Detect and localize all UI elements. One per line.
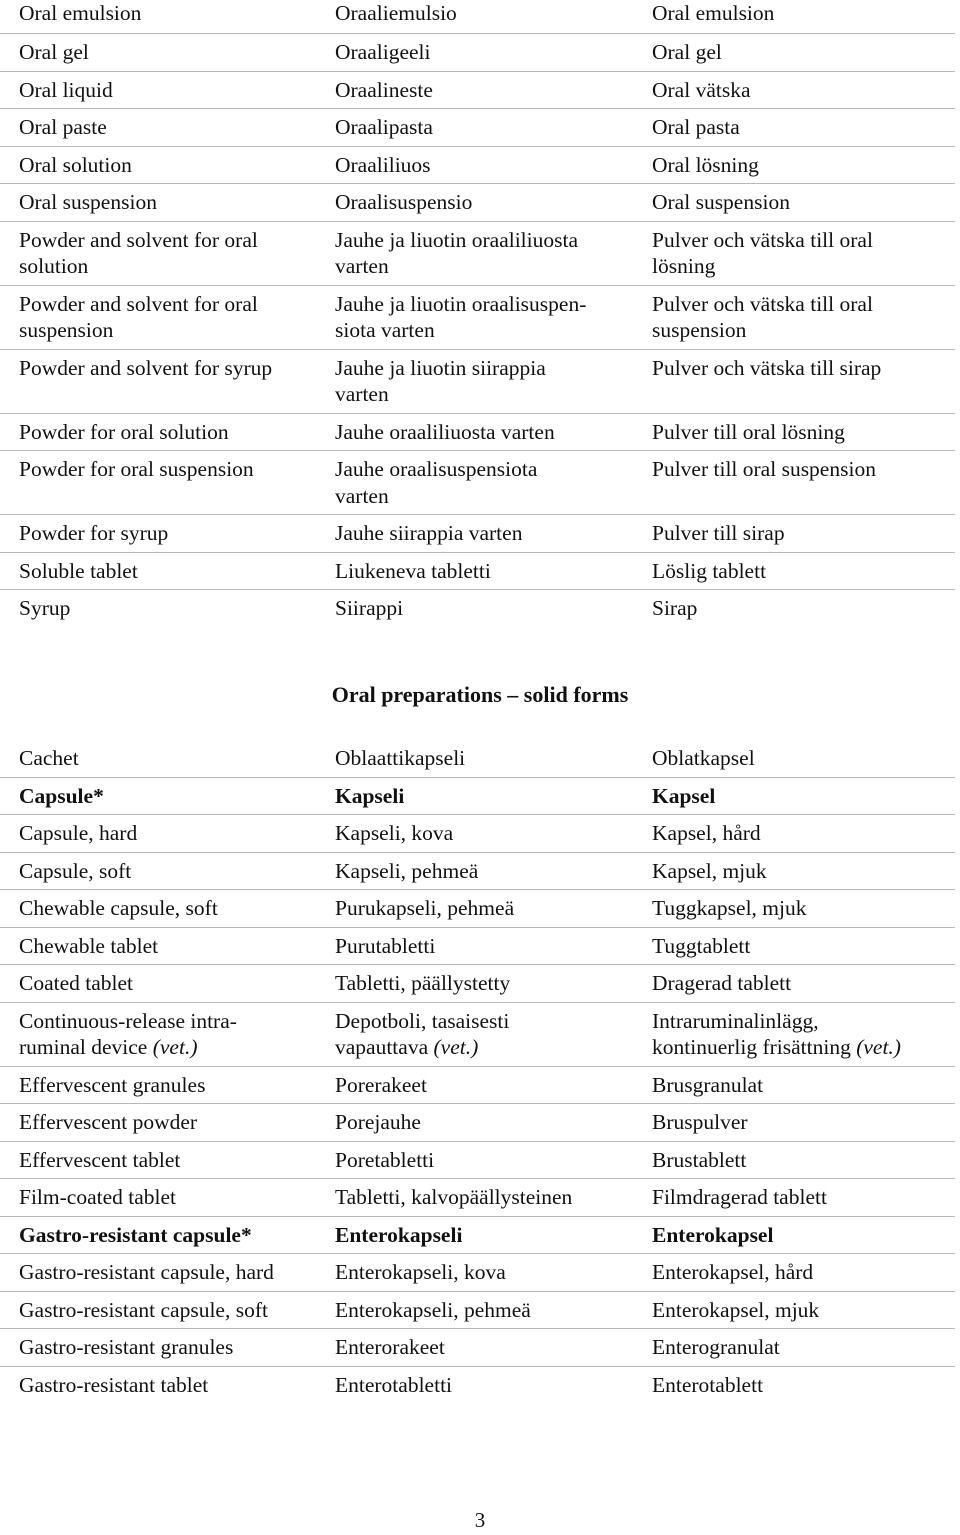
term-english bbox=[0, 147, 335, 184]
term-swedish bbox=[652, 1142, 955, 1179]
term-finnish bbox=[335, 147, 652, 184]
term-swedish bbox=[652, 1254, 955, 1291]
table-row bbox=[0, 1179, 955, 1217]
term-swedish bbox=[652, 815, 955, 852]
term-finnish bbox=[335, 890, 652, 927]
term-finnish bbox=[335, 740, 652, 777]
page-number: 3 bbox=[474, 1508, 486, 1532]
term-swedish bbox=[652, 1292, 955, 1329]
veterinary-suffix: (vet.) bbox=[433, 1035, 479, 1059]
term-swedish bbox=[652, 778, 955, 815]
term-english-text: Film-coated tablet bbox=[19, 1185, 177, 1209]
table-row bbox=[0, 0, 955, 34]
term-finnish bbox=[335, 222, 652, 285]
term-swedish bbox=[652, 1104, 955, 1141]
term-english-text: Powder for oral solution bbox=[19, 419, 229, 444]
term-english-text: Gastro-resistant capsule, soft bbox=[19, 1297, 268, 1322]
term-finnish bbox=[335, 109, 652, 146]
term-finnish bbox=[335, 965, 652, 1002]
term-swedish-text: Bruspulver bbox=[652, 1110, 748, 1134]
term-english-text: Oral paste bbox=[19, 115, 107, 139]
table-row bbox=[0, 147, 955, 185]
term-english-text: Capsule, hard bbox=[19, 821, 138, 845]
table-row bbox=[0, 740, 955, 778]
term-english bbox=[0, 0, 335, 33]
term-finnish bbox=[335, 1142, 652, 1179]
term-finnish bbox=[335, 590, 652, 627]
term-finnish-text: Oraalipasta bbox=[335, 115, 433, 139]
term-finnish-text: Oraaliemulsio bbox=[335, 1, 457, 25]
term-swedish bbox=[652, 553, 955, 590]
table-row bbox=[0, 928, 955, 966]
term-finnish-text: Oraalineste bbox=[335, 77, 433, 102]
term-english-text: Capsule* bbox=[19, 783, 104, 808]
term-english bbox=[0, 72, 335, 109]
table-row bbox=[0, 184, 955, 222]
term-english bbox=[0, 815, 335, 852]
term-finnish-text: Porerakeet bbox=[335, 1072, 427, 1097]
term-finnish-text: Jauhe oraaliliuosta varten bbox=[335, 419, 555, 444]
term-english bbox=[0, 350, 335, 413]
term-swedish bbox=[652, 853, 955, 890]
term-english bbox=[0, 890, 335, 927]
term-english-text: Powder for oral suspension bbox=[19, 457, 254, 481]
term-finnish bbox=[335, 1104, 652, 1141]
term-english-text: Gastro-resistant capsule, hard bbox=[19, 1260, 274, 1284]
term-swedish-text: Kapsel, hård bbox=[652, 821, 761, 845]
table-row bbox=[0, 1003, 955, 1067]
term-swedish-text: Dragerad tablett bbox=[652, 971, 792, 995]
term-english bbox=[0, 1067, 335, 1104]
term-english bbox=[0, 1292, 335, 1329]
term-english bbox=[0, 1003, 335, 1066]
veterinary-suffix: (vet.) bbox=[152, 1035, 198, 1059]
term-english-text: Oral gel bbox=[19, 40, 89, 64]
term-finnish bbox=[335, 350, 652, 413]
term-english-text: Powder and solvent for oral suspension bbox=[19, 291, 258, 342]
term-swedish bbox=[652, 109, 955, 146]
term-finnish bbox=[335, 34, 652, 71]
term-finnish-text: Kapseli, pehmeä bbox=[335, 858, 479, 883]
term-finnish bbox=[335, 1067, 652, 1104]
term-swedish bbox=[652, 515, 955, 552]
term-finnish bbox=[335, 778, 652, 815]
term-english bbox=[0, 34, 335, 71]
term-swedish-text: Oblatkapsel bbox=[652, 746, 755, 770]
term-finnish bbox=[335, 414, 652, 451]
term-swedish bbox=[652, 740, 955, 777]
term-finnish-text: Purutabletti bbox=[335, 933, 436, 958]
term-english bbox=[0, 184, 335, 221]
term-finnish-text: Purukapseli, pehmeä bbox=[335, 896, 515, 920]
term-finnish-text: Liukeneva tabletti bbox=[335, 558, 491, 583]
term-finnish-text: Jauhe ja liuotin oraaliliuosta varten bbox=[335, 227, 579, 278]
term-swedish-text: Filmdragerad tablett bbox=[652, 1185, 827, 1209]
term-swedish bbox=[652, 147, 955, 184]
term-swedish-text: Pulver till oral lösning bbox=[652, 419, 845, 444]
term-english-text: Chewable tablet bbox=[19, 933, 159, 958]
term-swedish bbox=[652, 928, 955, 965]
table-row bbox=[0, 1067, 955, 1105]
term-finnish-text: Jauhe siirappia varten bbox=[335, 521, 523, 545]
term-finnish-text: Depotboli, tasaisesti vapauttava bbox=[335, 1008, 510, 1059]
term-finnish bbox=[335, 1367, 652, 1404]
term-swedish-text: Pulver och vätska till oral lösning bbox=[652, 227, 873, 278]
term-finnish-text: Enterokapseli bbox=[335, 1222, 463, 1247]
term-swedish-text: Pulver och vätska till sirap bbox=[652, 355, 882, 380]
term-finnish bbox=[335, 553, 652, 590]
term-english-text: Effervescent tablet bbox=[19, 1147, 181, 1172]
term-english bbox=[0, 414, 335, 451]
term-swedish-text: Sirap bbox=[652, 596, 698, 620]
term-swedish bbox=[652, 890, 955, 927]
term-finnish bbox=[335, 1254, 652, 1291]
table-row bbox=[0, 515, 955, 553]
term-swedish-text: Enterokapsel, mjuk bbox=[652, 1297, 820, 1322]
table-row bbox=[0, 590, 955, 627]
term-swedish bbox=[652, 1367, 955, 1404]
term-english-text: Gastro-resistant tablet bbox=[19, 1372, 209, 1397]
term-english-text: Coated tablet bbox=[19, 971, 134, 995]
term-swedish bbox=[652, 1003, 955, 1066]
term-english bbox=[0, 1217, 335, 1254]
term-english-text: Chewable capsule, soft bbox=[19, 896, 218, 920]
term-swedish-text: Oral vätska bbox=[652, 77, 751, 102]
term-english-text: Syrup bbox=[19, 596, 71, 620]
term-swedish-text: Pulver till sirap bbox=[652, 521, 785, 545]
table-row bbox=[0, 965, 955, 1003]
term-finnish-text: Enterorakeet bbox=[335, 1335, 445, 1359]
table-row bbox=[0, 815, 955, 853]
table-row bbox=[0, 109, 955, 147]
term-finnish-text: Porejauhe bbox=[335, 1110, 421, 1134]
term-finnish-text: Oraaligeeli bbox=[335, 40, 431, 64]
term-finnish-text: Siirappi bbox=[335, 596, 404, 620]
term-swedish-text: Enterokapsel, hård bbox=[652, 1260, 814, 1284]
table-row bbox=[0, 34, 955, 72]
term-finnish bbox=[335, 72, 652, 109]
term-swedish-text: Oral suspension bbox=[652, 190, 790, 214]
term-swedish-text: Tuggtablett bbox=[652, 933, 751, 958]
table-row bbox=[0, 1254, 955, 1292]
term-swedish bbox=[652, 1217, 955, 1254]
table-row bbox=[0, 1142, 955, 1180]
term-finnish-text: Oblaattikapseli bbox=[335, 746, 466, 770]
term-english-text: Effervescent granules bbox=[19, 1072, 206, 1097]
term-english-text: Oral suspension bbox=[19, 190, 157, 214]
term-finnish-text: Enterotabletti bbox=[335, 1372, 453, 1397]
term-swedish bbox=[652, 965, 955, 1002]
term-finnish-text: Oraalisuspensio bbox=[335, 190, 473, 214]
term-english-text: Oral liquid bbox=[19, 77, 113, 102]
table-row bbox=[0, 853, 955, 891]
term-swedish bbox=[652, 286, 955, 349]
term-english-text: Cachet bbox=[19, 746, 79, 770]
term-swedish bbox=[652, 184, 955, 221]
table-row bbox=[0, 890, 955, 928]
term-finnish bbox=[335, 1292, 652, 1329]
term-english-text: Powder and solvent for oral solution bbox=[19, 227, 258, 278]
term-english bbox=[0, 965, 335, 1002]
term-english-text: Soluble tablet bbox=[19, 558, 138, 583]
term-finnish bbox=[335, 515, 652, 552]
term-swedish bbox=[652, 590, 955, 627]
term-finnish bbox=[335, 815, 652, 852]
term-swedish bbox=[652, 1329, 955, 1366]
table-row bbox=[0, 286, 955, 350]
term-finnish bbox=[335, 286, 652, 349]
table-row bbox=[0, 553, 955, 591]
term-english-text: Powder and solvent for syrup bbox=[19, 355, 273, 380]
term-swedish-text: Oral gel bbox=[652, 40, 722, 64]
term-finnish-text: Oraaliliuos bbox=[335, 152, 431, 177]
term-english-text: Oral solution bbox=[19, 152, 132, 177]
term-swedish-text: Enterogranulat bbox=[652, 1335, 780, 1359]
term-finnish-text: Kapseli, kova bbox=[335, 821, 454, 845]
term-english bbox=[0, 740, 335, 777]
term-swedish bbox=[652, 222, 955, 285]
term-english bbox=[0, 590, 335, 627]
table-row bbox=[0, 778, 955, 816]
term-english bbox=[0, 222, 335, 285]
term-swedish-text: Tuggkapsel, mjuk bbox=[652, 896, 807, 920]
table-row bbox=[0, 1329, 955, 1367]
term-finnish-text: Kapseli bbox=[335, 783, 405, 808]
term-english bbox=[0, 553, 335, 590]
term-swedish-text: Kapsel, mjuk bbox=[652, 858, 767, 883]
term-finnish bbox=[335, 928, 652, 965]
term-finnish bbox=[335, 1329, 652, 1366]
term-swedish bbox=[652, 72, 955, 109]
term-finnish bbox=[335, 184, 652, 221]
term-finnish bbox=[335, 1003, 652, 1066]
table-row bbox=[0, 72, 955, 110]
term-finnish bbox=[335, 451, 652, 514]
term-finnish bbox=[335, 1217, 652, 1254]
term-finnish bbox=[335, 853, 652, 890]
term-english bbox=[0, 109, 335, 146]
term-swedish-text: Intraruminalinlägg, kontinuerlig frisättning bbox=[652, 1008, 851, 1059]
term-english-text: Effervescent powder bbox=[19, 1110, 198, 1134]
term-swedish-text: Oral lösning bbox=[652, 152, 759, 177]
term-english bbox=[0, 1367, 335, 1404]
term-english bbox=[0, 1142, 335, 1179]
term-swedish-text: Brusgranulat bbox=[652, 1072, 764, 1097]
term-finnish bbox=[335, 0, 652, 33]
term-english bbox=[0, 1179, 335, 1216]
table-row bbox=[0, 1217, 955, 1255]
term-finnish-text: Jauhe ja liuotin siirappia varten bbox=[335, 355, 546, 406]
term-swedish bbox=[652, 414, 955, 451]
term-english bbox=[0, 1329, 335, 1366]
term-swedish bbox=[652, 1067, 955, 1104]
term-swedish-text: Enterokapsel bbox=[652, 1222, 774, 1247]
term-english bbox=[0, 286, 335, 349]
term-swedish-text: Brustablett bbox=[652, 1147, 747, 1172]
term-english bbox=[0, 853, 335, 890]
term-swedish-text: Oral pasta bbox=[652, 115, 740, 139]
term-finnish-text: Jauhe oraalisuspensiota varten bbox=[335, 457, 538, 508]
term-english-text: Gastro-resistant capsule* bbox=[19, 1222, 252, 1247]
term-swedish bbox=[652, 451, 955, 514]
term-finnish-text: Jauhe ja liuotin oraalisuspen- siota varten bbox=[335, 291, 587, 342]
term-english-text: Gastro-resistant granules bbox=[19, 1335, 234, 1359]
liquid-forms-table bbox=[0, 0, 960, 627]
solid-forms-table bbox=[0, 740, 960, 1403]
term-swedish bbox=[652, 1179, 955, 1216]
term-finnish-text: Poretabletti bbox=[335, 1147, 435, 1172]
term-finnish-text: Tabletti, päällystetty bbox=[335, 971, 511, 995]
term-english-text: Continuous-release intra- ruminal device bbox=[19, 1008, 237, 1059]
table-row bbox=[0, 222, 955, 286]
term-swedish bbox=[652, 0, 955, 33]
table-row bbox=[0, 451, 955, 515]
term-english-text: Powder for syrup bbox=[19, 521, 169, 545]
term-finnish-text: Enterokapseli, pehmeä bbox=[335, 1297, 531, 1322]
term-swedish bbox=[652, 34, 955, 71]
table-row bbox=[0, 1367, 955, 1404]
veterinary-suffix: (vet.) bbox=[856, 1035, 901, 1059]
term-swedish-text: Löslig tablett bbox=[652, 558, 767, 583]
term-swedish-text: Enterotablett bbox=[652, 1372, 764, 1397]
term-english-text: Capsule, soft bbox=[19, 858, 132, 883]
table-row bbox=[0, 1104, 955, 1142]
table-row bbox=[0, 350, 955, 414]
table-row bbox=[0, 1292, 955, 1330]
table-row bbox=[0, 414, 955, 452]
term-swedish-text: Kapsel bbox=[652, 783, 716, 808]
term-swedish bbox=[652, 350, 955, 413]
term-finnish bbox=[335, 1179, 652, 1216]
term-swedish-text: Pulver och vätska till oral suspension bbox=[652, 291, 873, 342]
term-english bbox=[0, 515, 335, 552]
term-swedish-text: Pulver till oral suspension bbox=[652, 457, 876, 481]
term-english-text: Oral emulsion bbox=[19, 1, 142, 25]
term-finnish-text: Enterokapseli, kova bbox=[335, 1260, 506, 1284]
term-english bbox=[0, 1104, 335, 1141]
term-english bbox=[0, 1254, 335, 1291]
term-finnish-text: Tabletti, kalvopäällysteinen bbox=[335, 1185, 573, 1209]
term-english bbox=[0, 928, 335, 965]
term-swedish-text: Oral emulsion bbox=[652, 1, 775, 25]
term-english bbox=[0, 451, 335, 514]
term-english bbox=[0, 778, 335, 815]
section-heading: Oral preparations – solid forms bbox=[331, 682, 629, 707]
